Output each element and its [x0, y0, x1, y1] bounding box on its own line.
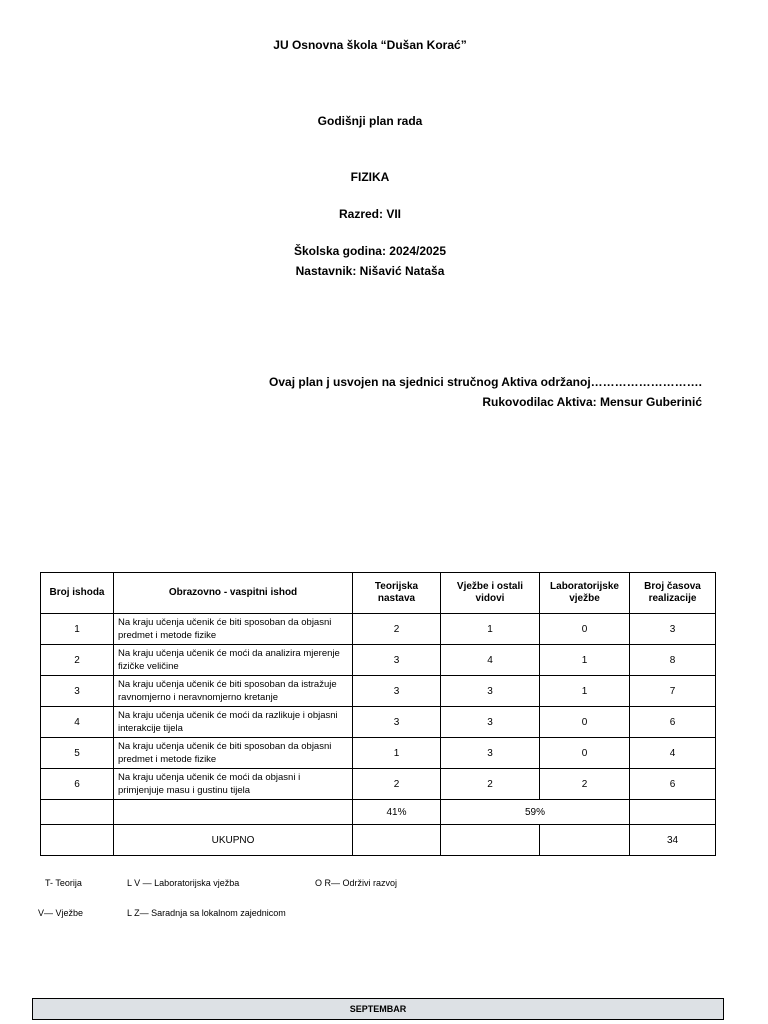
- row-total: 6: [630, 769, 716, 800]
- row-exercises: 3: [441, 676, 540, 707]
- school-name: JU Osnovna škola “Dušan Korać”: [273, 38, 467, 52]
- row-num: 4: [41, 707, 114, 738]
- row-exercises: 3: [441, 707, 540, 738]
- row-exercises: 3: [441, 738, 540, 769]
- empty-cell: [441, 825, 540, 856]
- header-laboratorijske: Laboratorijske vježbe: [540, 573, 630, 614]
- row-theory: 2: [353, 614, 441, 645]
- header-vjezbe: Vježbe i ostali vidovi: [441, 573, 540, 614]
- row-total: 8: [630, 645, 716, 676]
- approval-statement: Ovaj plan j usvojen na sjednici stručnog Aktiva održanoj……………………….: [269, 375, 702, 389]
- empty-cell: [41, 800, 114, 825]
- empty-cell: [353, 825, 441, 856]
- row-total: 3: [630, 614, 716, 645]
- row-num: 2: [41, 645, 114, 676]
- row-theory: 3: [353, 645, 441, 676]
- row-total: 6: [630, 707, 716, 738]
- table-row: [41, 614, 716, 645]
- empty-cell: [630, 800, 716, 825]
- percent-theory: 41%: [353, 800, 441, 825]
- table-row: [41, 769, 716, 800]
- row-theory: 2: [353, 769, 441, 800]
- row-total: 4: [630, 738, 716, 769]
- row-outcome: Na kraju učenja učenik će biti sposoban da objasni predmet i metode fizike: [114, 614, 353, 645]
- legend-lokalna-zajednica: L Z— Saradnja sa lokalnom zajednicom: [127, 908, 286, 918]
- header-teorijska: Teorijska nastava: [353, 573, 441, 614]
- header-broj-ishoda: Broj ishoda: [41, 573, 114, 614]
- legend-lab-vjezba: L V — Laboratorijska vježba: [127, 878, 240, 888]
- row-outcome: Na kraju učenja učenik će moći da analizira mjerenje fizičke veličine: [114, 645, 353, 676]
- plan-title: Godišnji plan rada: [317, 114, 423, 128]
- month-header-septembar: SEPTEMBAR: [32, 998, 724, 1020]
- row-lab: 0: [540, 614, 630, 645]
- percent-row: [41, 800, 716, 825]
- subject-title: FIZIKA: [350, 170, 390, 184]
- empty-cell: [114, 800, 353, 825]
- row-outcome: Na kraju učenja učenik će biti sposoban da istražuje ravnomjerno i neravnomjerno kretanje: [114, 676, 353, 707]
- row-outcome: Na kraju učenja učenik će moći da razlikuje i objasni interakcije tijela: [114, 707, 353, 738]
- table-row: [41, 676, 716, 707]
- row-num: 6: [41, 769, 114, 800]
- total-row: [41, 825, 716, 856]
- table-header-row: [41, 573, 716, 614]
- row-theory: 1: [353, 738, 441, 769]
- row-lab: 0: [540, 707, 630, 738]
- table-row: [41, 645, 716, 676]
- row-exercises: 2: [441, 769, 540, 800]
- teacher-name: Nastavnik: Nišavić Nataša: [295, 264, 445, 278]
- row-num: 3: [41, 676, 114, 707]
- percent-practice: 59%: [441, 800, 630, 825]
- header-ishod: Obrazovno - vaspitni ishod: [114, 573, 353, 614]
- row-lab: 2: [540, 769, 630, 800]
- row-lab: 0: [540, 738, 630, 769]
- total-label: UKUPNO: [114, 825, 353, 856]
- row-theory: 3: [353, 707, 441, 738]
- legend-vjezbe: V— Vježbe: [38, 908, 84, 918]
- row-theory: 3: [353, 676, 441, 707]
- row-total: 7: [630, 676, 716, 707]
- legend-odrzivi-razvoj: O R— Održivi razvoj: [315, 878, 398, 888]
- row-outcome: Na kraju učenja učenik će biti sposoban da objasni predmet i metode fizike: [114, 738, 353, 769]
- total-value: 34: [630, 825, 716, 856]
- row-exercises: 4: [441, 645, 540, 676]
- table-row: [41, 707, 716, 738]
- row-exercises: 1: [441, 614, 540, 645]
- row-lab: 1: [540, 645, 630, 676]
- row-num: 5: [41, 738, 114, 769]
- empty-cell: [41, 825, 114, 856]
- header-broj-casova: Broj časova realizacije: [630, 573, 716, 614]
- row-outcome: Na kraju učenja učenik će moći da objasni i primjenjuje masu i gustinu tijela: [114, 769, 353, 800]
- annual-plan-table: [40, 572, 716, 856]
- row-lab: 1: [540, 676, 630, 707]
- table-row: [41, 738, 716, 769]
- row-num: 1: [41, 614, 114, 645]
- school-year: Školska godina: 2024/2025: [293, 244, 447, 258]
- empty-cell: [540, 825, 630, 856]
- legend-teorija: T- Teorija: [45, 878, 82, 888]
- grade-label: Razred: VII: [338, 207, 401, 221]
- aktiv-head: Rukovodilac Aktiva: Mensur Guberinić: [482, 395, 702, 409]
